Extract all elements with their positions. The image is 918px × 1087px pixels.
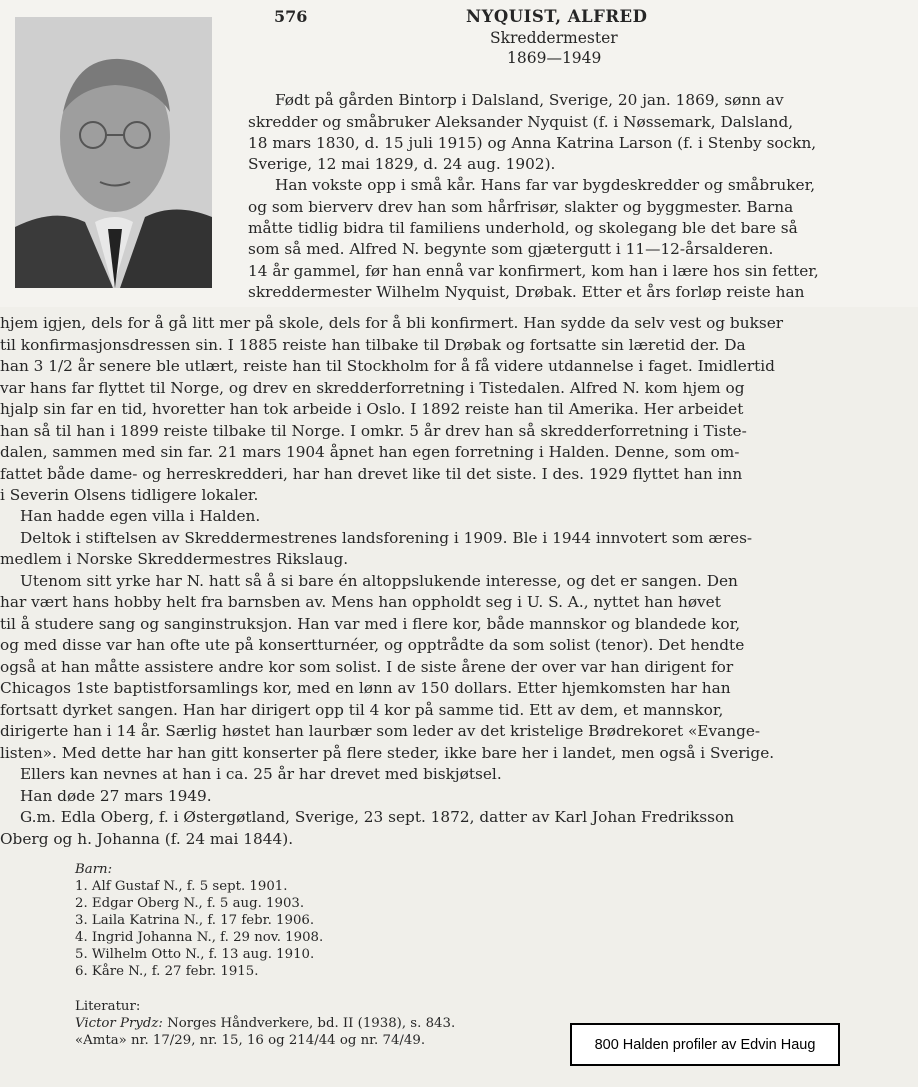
children-heading: Barn:	[75, 862, 113, 877]
literature-author: Victor Prydz:	[75, 1016, 163, 1031]
body-line: han 3 1/2 år senere ble utlært, reiste han til Stockholm for å få videre utdannelse i faget. Imidlertid	[0, 357, 775, 375]
child-item: 4. Ingrid Johanna N., f. 29 nov. 1908.	[75, 930, 324, 945]
body-line: og med disse var han ofte ute på konsertturnéer, og opptrådte da som solist (tenor). Det hendte	[0, 636, 745, 654]
body-line: skredder og småbruker Aleksander Nyquist (f. i Nøssemark, Dalsland,	[248, 113, 794, 131]
body-line: Han døde 27 mars 1949.	[20, 787, 212, 805]
body-line: Deltok i stiftelsen av Skreddermestrenes landsforening i 1909. Ble i 1944 innvotert som æres-	[20, 529, 753, 547]
child-item: 1. Alf Gustaf N., f. 5 sept. 1901.	[75, 879, 288, 894]
body-line: skreddermester Wilhelm Nyquist, Drøbak. Etter et års forløp reiste han	[248, 283, 805, 301]
body-line: har vært hans hobby helt fra barnsben av. Mens han oppholdt seg i U. S. A., nyttet han høvet	[0, 593, 721, 611]
body-line: Født på gården Bintorp i Dalsland, Sverige, 20 jan. 1869, sønn av	[275, 91, 784, 109]
page-number: 576	[274, 7, 308, 26]
literature-ref-1	[75, 1016, 455, 1032]
body-line: fortsatt dyrket sangen. Han har dirigert opp til 4 kor på samme tid. Ett av dem, et mannskor,	[0, 701, 724, 719]
body-line: til å studere sang og sanginstruksjon. Han var med i flere kor, både mannskor og blandede kor,	[0, 615, 741, 633]
body-line: Utenom sitt yrke har N. hatt så å si bare én altoppslukende interesse, og det er sangen. Den	[20, 572, 738, 590]
body-line: Chicagos 1ste baptistforsamlings kor, med en lønn av 150 dollars. Etter hjemkomsten har han	[0, 679, 731, 697]
body-line: 18 mars 1830, d. 15 juli 1915) og Anna Katrina Larson (f. i Stenby sockn,	[248, 134, 817, 152]
child-item: 6. Kåre N., f. 27 febr. 1915.	[75, 964, 259, 979]
body-line: G.m. Edla Oberg, f. i Østergøtland, Sverige, 23 sept. 1872, datter av Karl Johan Fredriksson	[20, 808, 735, 826]
literature-ref-2: «Amta» nr. 17/29, nr. 15, 16 og 214/44 og nr. 74/49.	[75, 1033, 426, 1048]
literature-title: Norges Håndverkere, bd. II (1938), s. 843.	[167, 1016, 456, 1031]
person-name: NYQUIST, ALFRED	[466, 7, 648, 26]
body-line: til konfirmasjonsdressen sin. I 1885 reiste han tilbake til Drøbak og fortsatte sin læretid der. Da	[0, 336, 746, 354]
body-line: dirigerte han i 14 år. Særlig høstet han laurbær som leder av det kristelige Brødrekoret «Evange-	[0, 722, 761, 740]
body-line: som så med. Alfred N. begynte som gjætergutt i 11—12-årsalderen.	[248, 240, 774, 258]
body-line: Sverige, 12 mai 1829, d. 24 aug. 1902).	[248, 155, 556, 173]
body-line: hjalp sin far en tid, hvoretter han tok arbeide i Oslo. I 1892 reiste han til Amerika. Her arbeidet	[0, 400, 744, 418]
body-line: hjem igjen, dels for å gå litt mer på skole, dels for å bli konfirmert. Han sydde da selv vest og bukser	[0, 314, 784, 332]
body-line: medlem i Norske Skreddermestres Rikslaug.	[0, 550, 349, 568]
life-years: 1869—1949	[507, 49, 602, 67]
body-line: Han vokste opp i små kår. Hans far var bygdeskredder og småbruker,	[275, 176, 816, 194]
body-line: Han hadde egen villa i Halden.	[20, 507, 261, 525]
body-line: også at han måtte assistere andre kor som solist. I de siste årene der over var han dirigent for	[0, 658, 734, 676]
body-line: han så til han i 1899 reiste tilbake til Norge. I omkr. 5 år drev han så skredderforretning i Tiste-	[0, 422, 747, 440]
body-line: og som bierverv drev han som hårfrisør, slakter og byggmester. Barna	[248, 198, 794, 216]
body-line: fattet både dame- og herreskredderi, har han drevet like til det siste. I des. 1929 flyttet han inn	[0, 465, 743, 483]
body-line: Ellers kan nevnes at han i ca. 25 år har drevet med biskjøtsel.	[20, 765, 502, 783]
body-line: var hans far flyttet til Norge, og drev en skredderforretning i Tistedalen. Alfred N. kom hjem og	[0, 379, 745, 397]
credit-box: 800 Halden profiler av Edvin Haug	[570, 1023, 840, 1066]
literature-heading: Literatur:	[75, 999, 141, 1014]
child-item: 2. Edgar Oberg N., f. 5 aug. 1903.	[75, 896, 305, 911]
body-line: Oberg og h. Johanna (f. 24 mai 1844).	[0, 830, 294, 848]
body-line: i Severin Olsens tidligere lokaler.	[0, 486, 259, 504]
child-item: 5. Wilhelm Otto N., f. 13 aug. 1910.	[75, 947, 315, 962]
occupation: Skreddermester	[490, 29, 618, 47]
body-line: måtte tidlig bidra til familiens underhold, og skolegang ble det bare så	[248, 219, 798, 237]
body-line: 14 år gammel, før han ennå var konfirmert, kom han i lære hos sin fetter,	[248, 262, 819, 280]
body-line: dalen, sammen med sin far. 21 mars 1904 åpnet han egen forretning i Halden. Denne, som om-	[0, 443, 740, 461]
portrait-photo	[15, 17, 212, 288]
child-item: 3. Laila Katrina N., f. 17 febr. 1906.	[75, 913, 315, 928]
body-line: listen». Med dette har han gitt konserter på flere steder, ikke bare her i landet, men også i Sverige.	[0, 744, 775, 762]
